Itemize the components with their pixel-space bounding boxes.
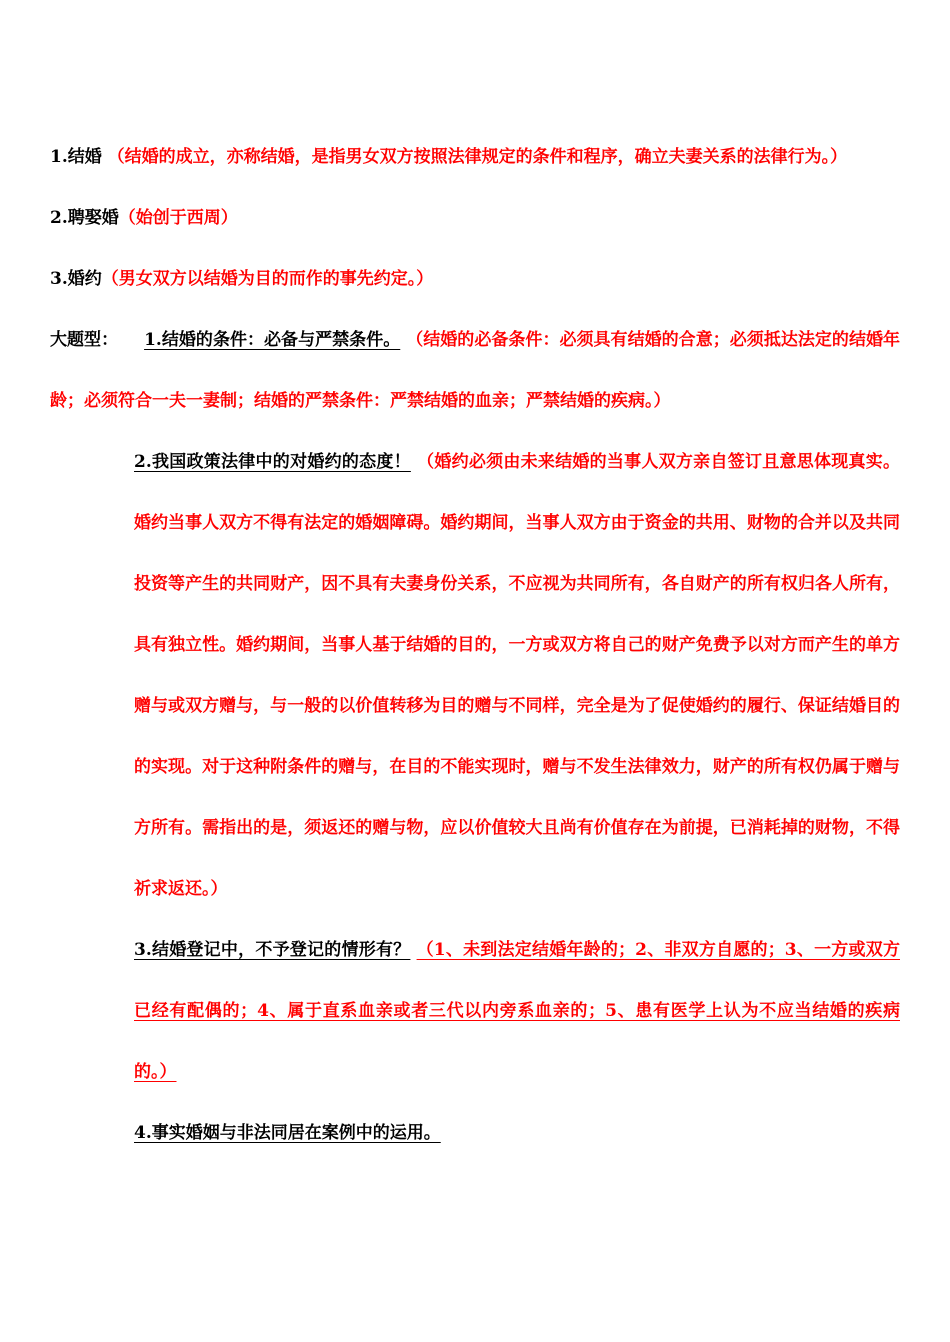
item-engagement <box>50 249 900 310</box>
big-question-1 <box>50 310 900 432</box>
item-marriage <box>50 127 900 188</box>
question-text: 2.我国政策法律中的对婚约的态度！ <box>134 452 411 472</box>
question-text: 3.结婚登记中，不予登记的情形有？ <box>134 940 411 960</box>
item-betrothal-marriage <box>50 188 900 249</box>
item-note: （始创于西周） <box>118 208 238 228</box>
section-heading: 大题型： <box>50 330 119 350</box>
big-question-4 <box>50 1103 900 1164</box>
item-note: （结婚的成立，亦称结婚，是指男女双方按照法律规定的条件和程序，确立夫妻关系的法律行为。） <box>107 147 848 167</box>
item-label: 1.结婚 <box>50 147 102 167</box>
item-label: 2.聘娶婚 <box>50 208 119 228</box>
answer-text: （婚约必须由未来结婚的当事人双方亲自签订且意思体现真实。婚约当事人双方不得有法定的婚姻障碍。婚约期间，当事人双方由于资金的共用、财物的合并以及共同投资等产生的共同财产，因不具有夫妻身份关系，不应视为共同所有，各自财产的所有权归各人所有，具有独立性。婚约期间，当事人基于结婚的目的，一方或双方将自己的财产免费予以对方而产生的单方赠与或双方赠与，与一般的以价值转移为目的赠与不同样，完全是为了促使婚约的履行、保证结婚目的的实现。对于这种附条件的赠与，在目的不能实现时，赠与不发生法律效力，财产的所有权仍属于赠与方所有。需指出的是，须返还的赠与物，应以价值较大且尚有价值存在为前提，已消耗掉的财物，不得祈求返还。） <box>134 452 901 899</box>
answer-text: （结婚的必备条件：必须具有结婚的合意；必须抵达法定的结婚年龄；必须符合一夫一妻制；结婚的严禁条件：严禁结婚的血亲；严禁结婚的疾病。） <box>50 330 901 411</box>
question-text: 4.事实婚姻与非法同居在案例中的运用。 <box>134 1123 441 1143</box>
question-text: 1.结婚的条件：必备与严禁条件。 <box>144 330 401 350</box>
big-question-2 <box>50 432 900 920</box>
answer-text: （1、未到法定结婚年龄的；2、非双方自愿的；3、一方或双方已经有配偶的；4、属于直系血亲或者三代以内旁系血亲的；5、患有医学上认为不应当结婚的疾病的。） <box>134 940 900 1082</box>
big-question-3 <box>50 920 900 1103</box>
item-label: 3.婚约 <box>50 269 102 289</box>
document-page <box>50 127 900 1164</box>
item-note: （男女双方以结婚为目的而作的事先约定。） <box>101 269 434 289</box>
